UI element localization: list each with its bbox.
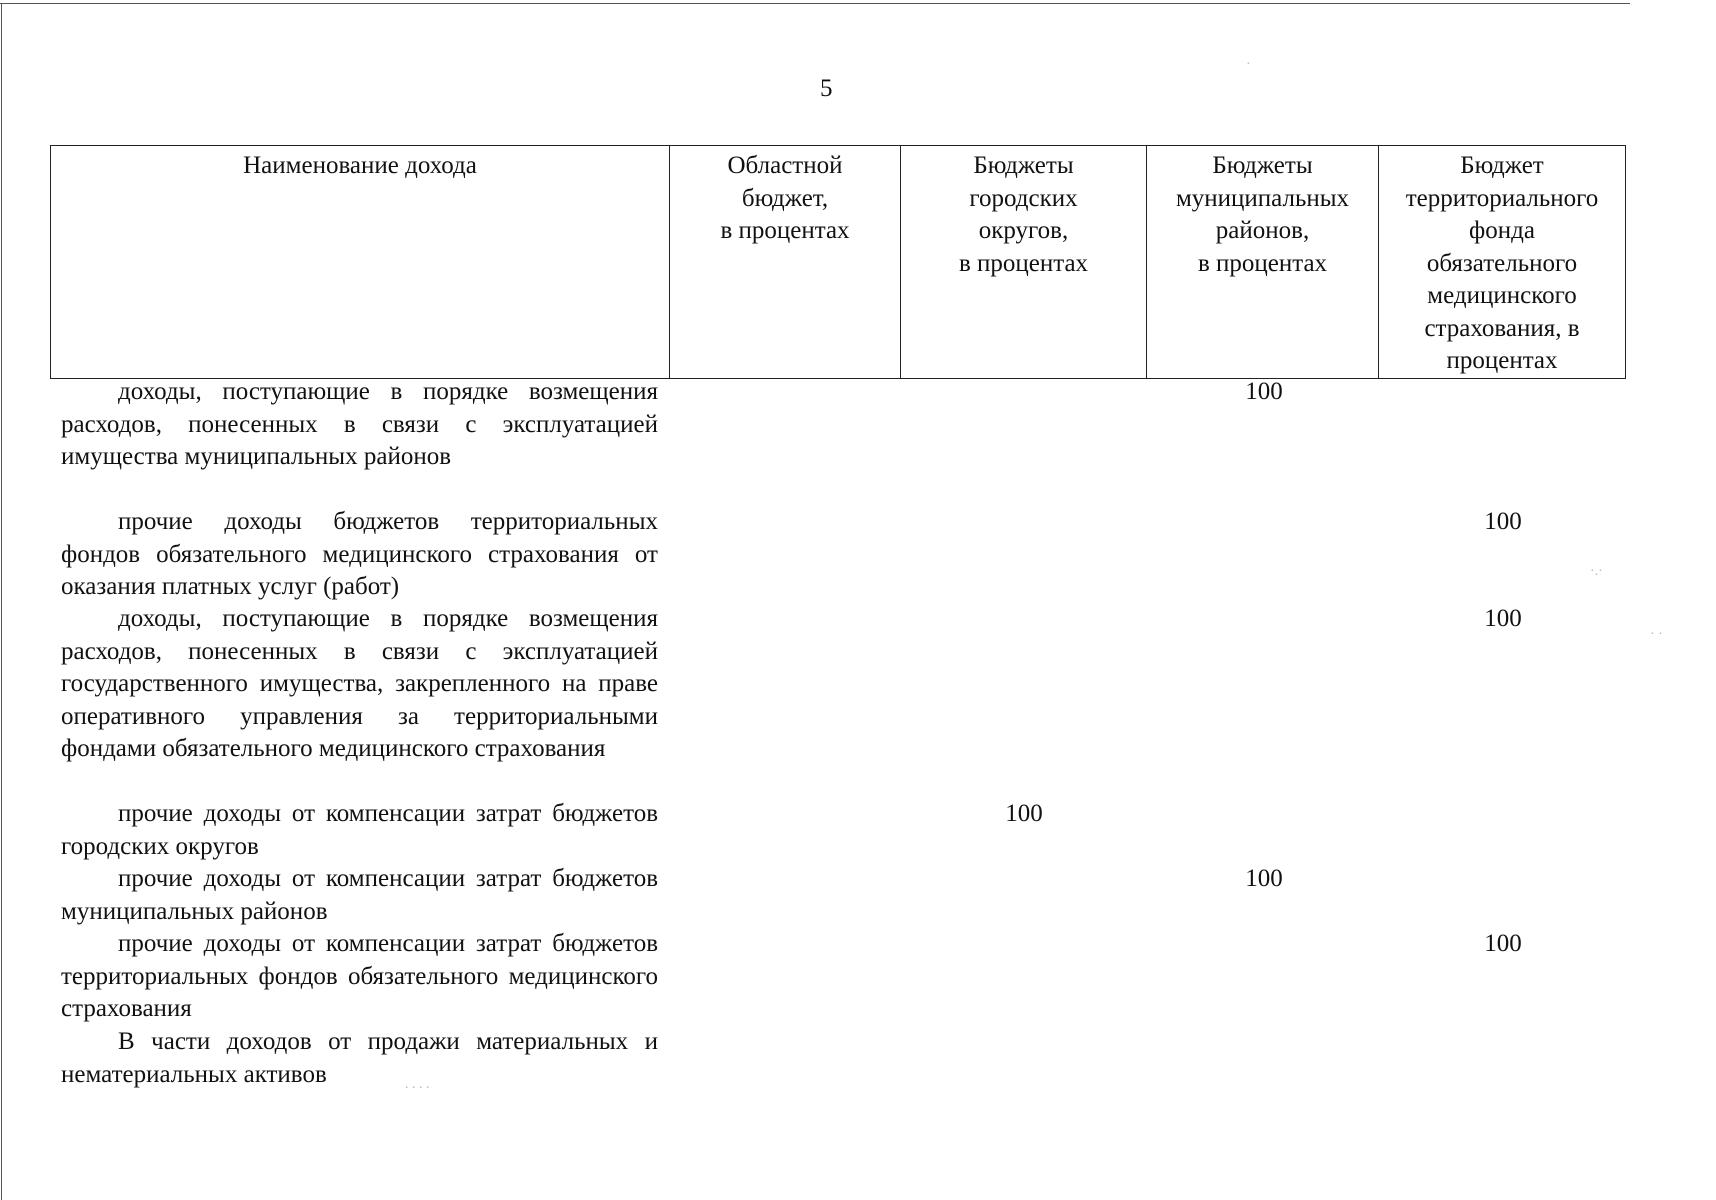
income-table-header bbox=[50, 145, 1626, 379]
income-name: доходы, поступающие в порядке возмещения расходов, понесенных в связи с эксплуатацией государственного имущества, закрепленного на праве оперативного управления за территориальными фондами обязательного медицинского страхования bbox=[61, 605, 658, 762]
header-oblastnoy-budget bbox=[670, 146, 901, 379]
header-label: Наименование дохода bbox=[243, 152, 477, 179]
scan-speck: . . . . bbox=[405, 1077, 430, 1092]
scan-edge-left bbox=[1, 3, 2, 1200]
income-name: прочие доходы бюджетов территориальных фондов обязательного медицинского страхования от оказания платных услуг (работ) bbox=[61, 508, 658, 600]
value-oms-fund: 100 bbox=[1484, 508, 1522, 535]
page-number: 5 bbox=[820, 75, 833, 102]
value-city-districts: 100 bbox=[1005, 800, 1043, 827]
scan-speck: · bbox=[1246, 57, 1251, 72]
value-oms-fund: 100 bbox=[1484, 605, 1522, 632]
scan-speck: · · bbox=[1650, 627, 1663, 642]
value-oms-fund: 100 bbox=[1484, 930, 1522, 957]
income-name: прочие доходы от компенсации затрат бюджетов территориальных фондов обязательного медицинского страхования bbox=[61, 930, 658, 1022]
header-income-name bbox=[51, 146, 670, 379]
value-municipal-districts: 100 bbox=[1245, 378, 1283, 405]
header-label: Бюджеты муниципальных районов, в процентах bbox=[1175, 152, 1350, 277]
income-name: В части доходов от продажи материальных и нематериальных активов bbox=[61, 1028, 658, 1088]
scan-speck: ·.· bbox=[1590, 564, 1603, 579]
header-city-districts-budgets bbox=[901, 146, 1147, 379]
income-name: доходы, поступающие в порядке возмещения расходов, понесенных в связи с эксплуатацией имущества муниципальных районов bbox=[61, 378, 658, 470]
header-municipal-districts-budgets bbox=[1147, 146, 1379, 379]
income-name: прочие доходы от компенсации затрат бюджетов городских округов bbox=[61, 800, 658, 860]
value-municipal-districts: 100 bbox=[1245, 865, 1283, 892]
header-label: Бюджет территориального фонда обязательного медицинского страхования, в процентах bbox=[1405, 152, 1599, 374]
scan-edge-top bbox=[0, 3, 1630, 4]
header-row bbox=[51, 146, 1626, 379]
income-name: прочие доходы от компенсации затрат бюджетов муниципальных районов bbox=[61, 865, 658, 925]
header-label: Бюджеты городских округов, в процентах bbox=[958, 152, 1089, 277]
header-oms-fund-budget bbox=[1379, 146, 1626, 379]
header-label: Областной бюджет, в процентах bbox=[720, 152, 850, 244]
